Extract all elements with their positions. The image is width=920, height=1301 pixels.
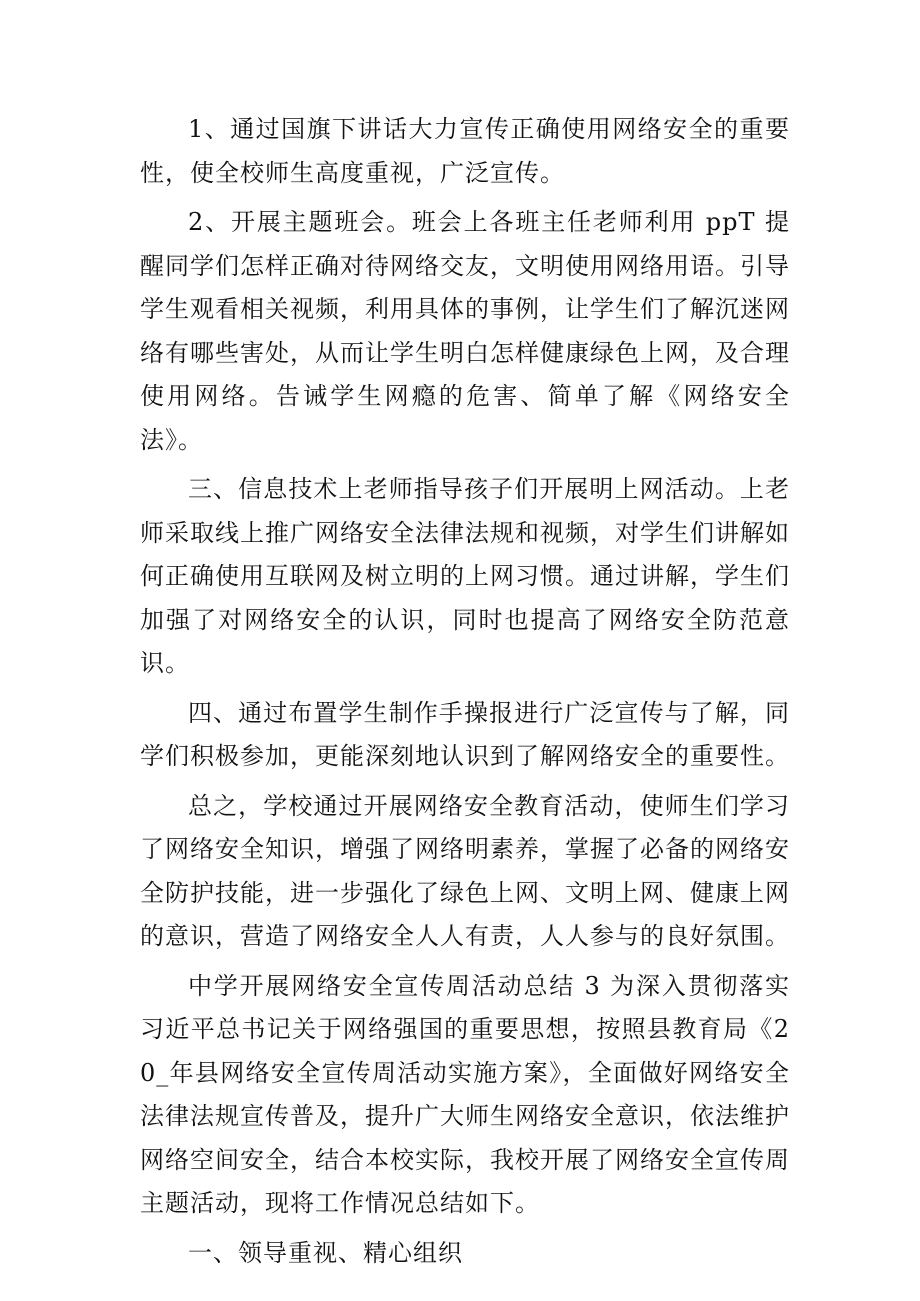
paragraph-1: 1、通过国旗下讲话大力宣传正确使用网络安全的重要性，使全校师生高度重视，广泛宣传。 xyxy=(140,115,790,187)
section-heading: 一、领导重视、精心组织 xyxy=(188,1238,463,1267)
paragraph-6: 中学开展网络安全宣传周活动总结 3 为深入贯彻落实习近平总书记关于网络强国的重要思想，按照县教育局《20_年县网络安全宣传周活动实施方案》，全面做好网络安全法律法规宣传普及，提升广大师生网络安全意识，依法维护网络空间安全，结合本校实际，我校开展了网络安全宣传周主题活动，现将工作情况总结如下。 xyxy=(140,971,790,1217)
document-body xyxy=(140,108,790,1281)
paragraph-5: 总之，学校通过开展网络安全教育活动，使师生们学习了网络安全知识，增强了网络明素养，掌握了必备的网络安全防护技能，进一步强化了绿色上网、文明上网、健康上网的意识，营造了网络安全人人有责，人人参与的良好氛围。 xyxy=(140,791,790,950)
paragraph-4: 四、通过布置学生制作手操报进行广泛宣传与了解，同学们积极参加，更能深刻地认识到了解网络安全的重要性。 xyxy=(140,698,790,770)
paragraph-3: 三、信息技术上老师指导孩子们开展明上网活动。上老师采取线上推广网络安全法律法规和视频，对学生们讲解如何正确使用互联网及树立明的上网习惯。通过讲解，学生们加强了对网络安全的认识，同时也提高了网络安全防范意识。 xyxy=(140,475,790,677)
paragraph-2: 2、开展主题班会。班会上各班主任老师利用 ppT 提醒同学们怎样正确对待网络交友，文明使用网络用语。引导学生观看相关视频，利用具体的事例，让学生们了解沉迷网络有哪些害处，从而让学生明白怎样健康绿色上网，及合理使用网络。告诫学生网瘾的危害、简单了解《网络安全法》。 xyxy=(140,208,790,454)
